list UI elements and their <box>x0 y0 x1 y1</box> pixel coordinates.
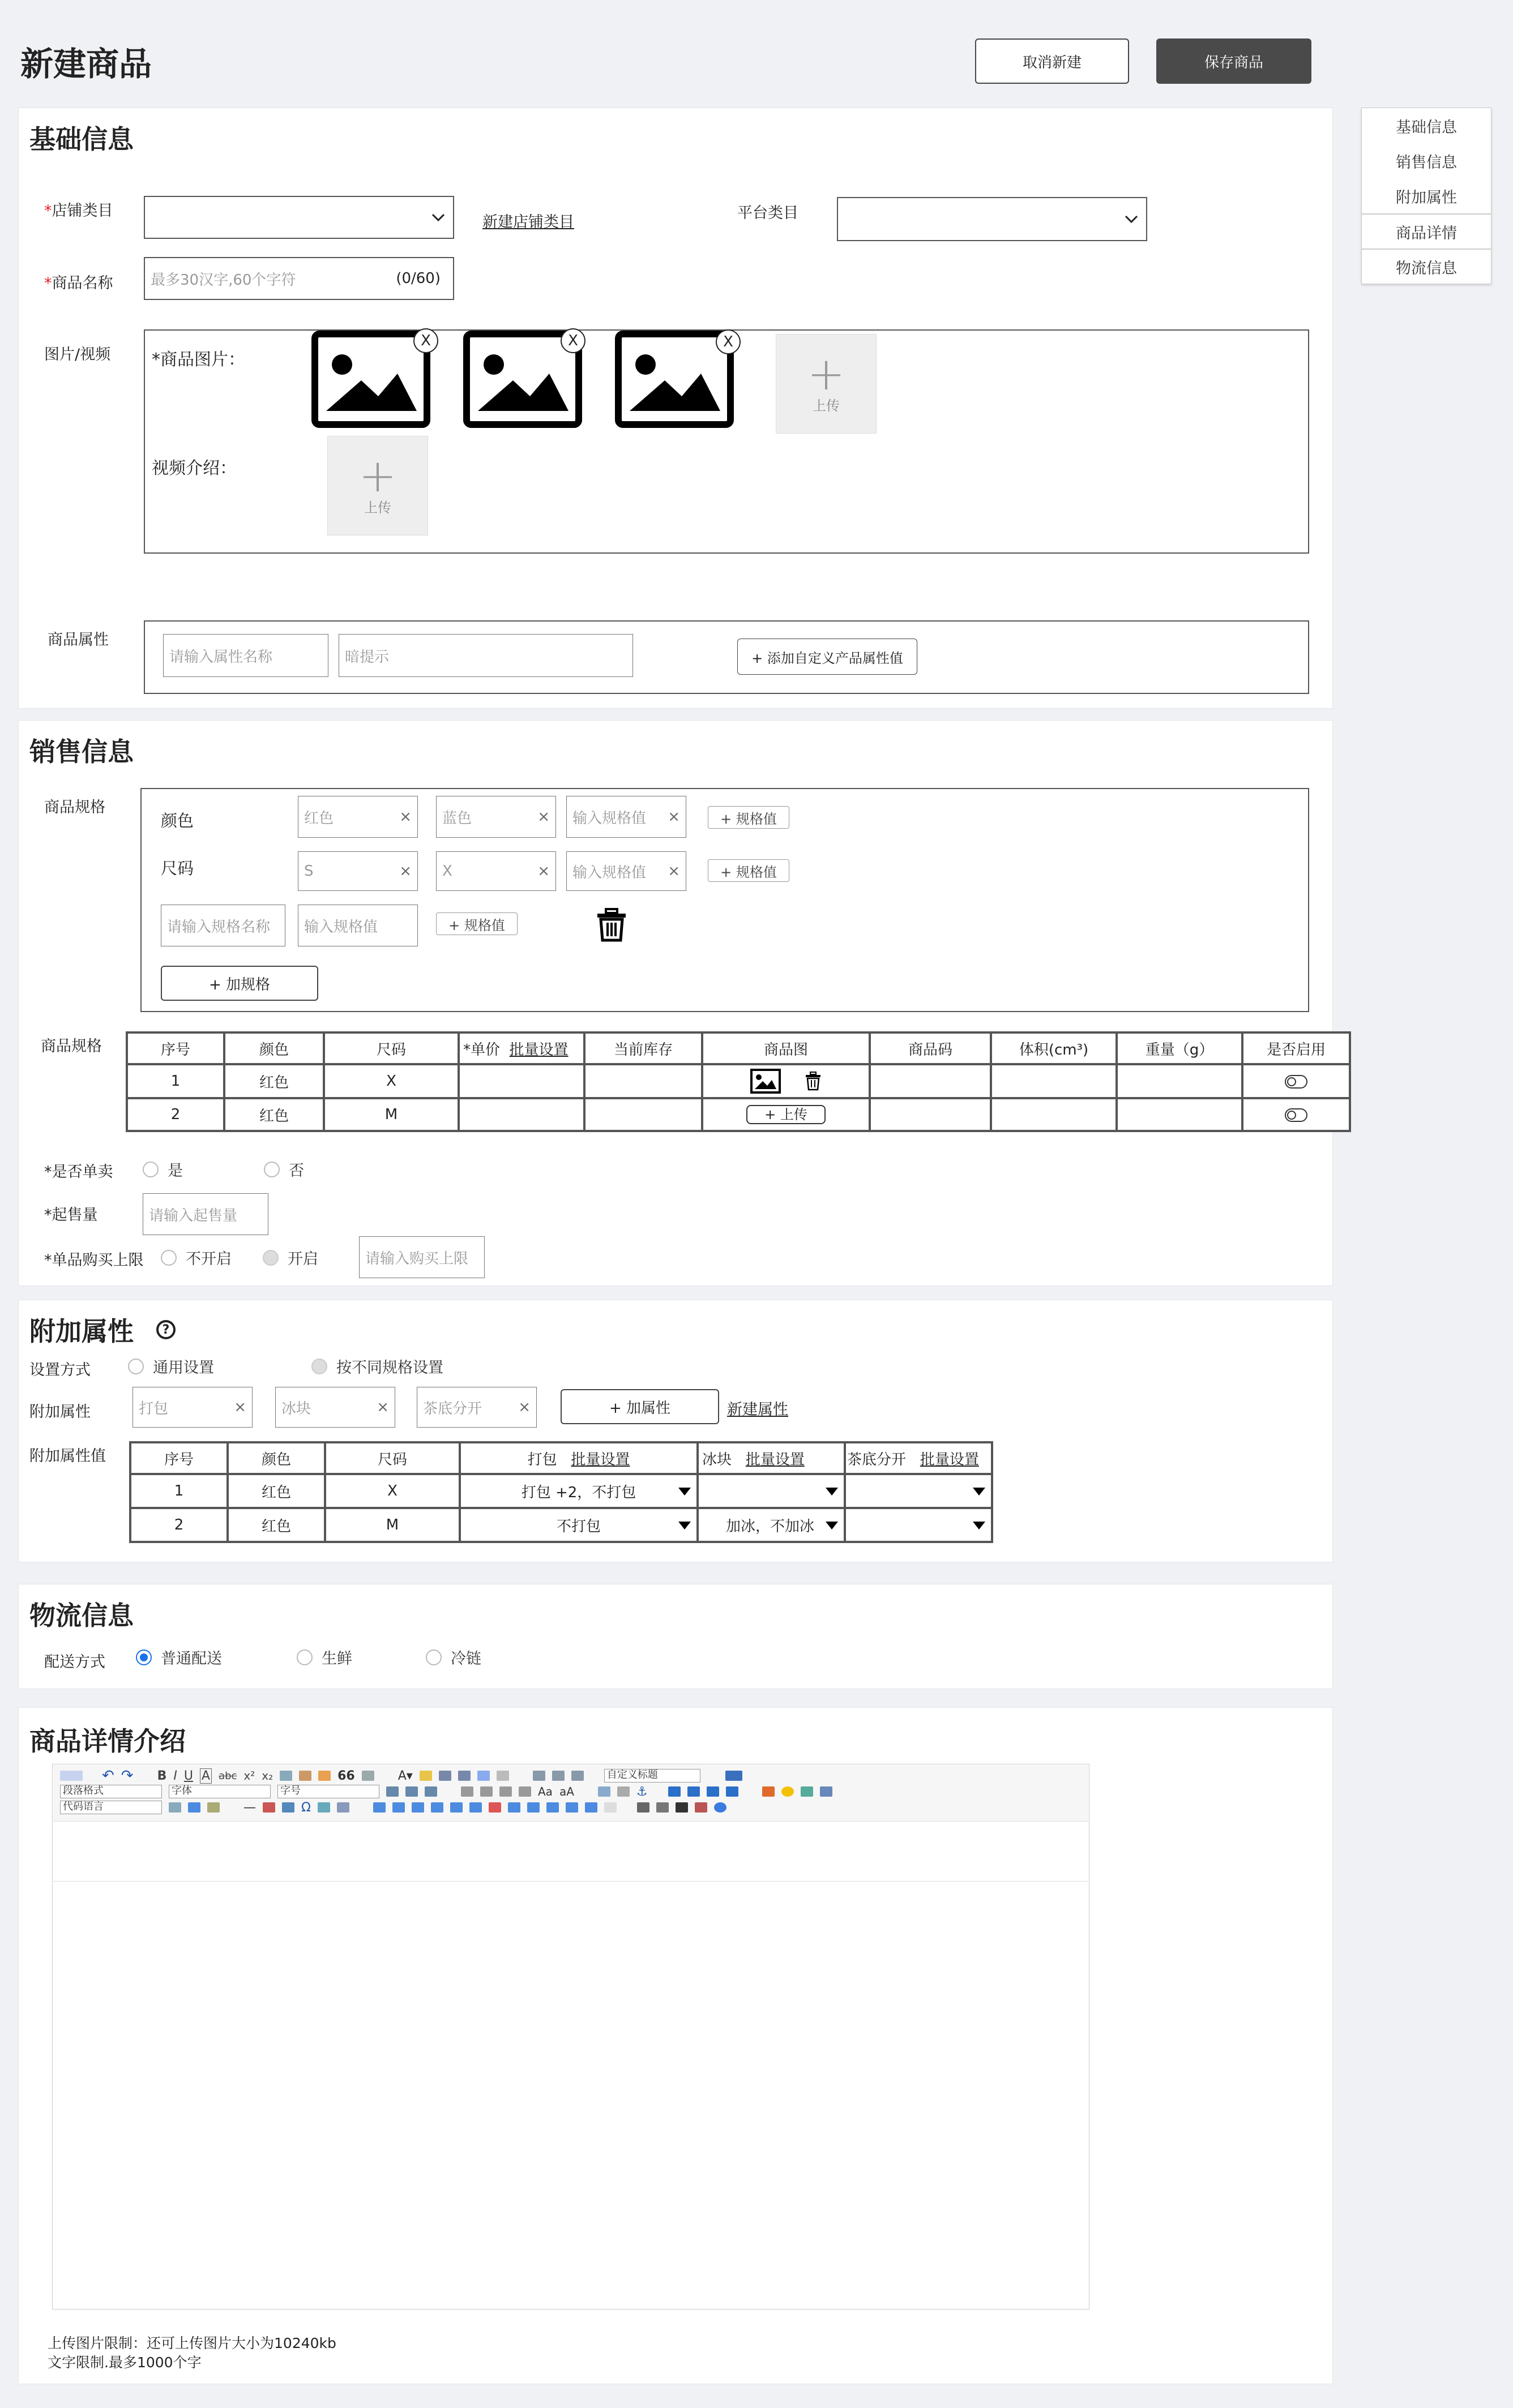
eraser-icon[interactable] <box>299 1771 311 1781</box>
chevron-down-icon <box>431 213 445 221</box>
image-upload-button[interactable] <box>776 334 877 434</box>
trash-icon[interactable] <box>596 908 627 942</box>
template-icon[interactable] <box>207 1802 220 1813</box>
attr-hint-input[interactable]: 暗提示 <box>339 634 633 677</box>
batch-set-tea-link[interactable]: 批量设置 <box>920 1451 979 1468</box>
editor-title-area[interactable] <box>53 1823 1088 1882</box>
table-icon-2[interactable] <box>392 1802 405 1813</box>
col-size: 尺码 <box>325 1442 460 1474</box>
table-icon-10[interactable] <box>546 1802 559 1813</box>
media-label: 图片/视频 <box>44 346 111 363</box>
new-attr-link[interactable]: 新建属性 <box>727 1401 788 1419</box>
extra-attr-label: 附加属性 <box>29 1403 91 1421</box>
table-icon-8[interactable] <box>508 1802 520 1813</box>
background-color-icon[interactable] <box>420 1771 432 1781</box>
col-color: 颜色 <box>228 1442 325 1474</box>
preview-icon[interactable] <box>656 1802 669 1813</box>
cell-color: 红色 <box>224 1098 324 1131</box>
spec-name-input[interactable]: 请输入规格名称 <box>161 905 285 946</box>
cell-size: X <box>325 1474 460 1508</box>
cell-size: X <box>324 1064 459 1098</box>
italic-icon[interactable]: I <box>173 1768 177 1783</box>
attr-tag-text: 打包 <box>139 1400 169 1417</box>
nav-item-logistics[interactable]: 物流信息 <box>1362 248 1491 284</box>
insert-table-icon[interactable] <box>188 1802 200 1813</box>
plus-icon: + <box>358 449 397 502</box>
cell-color: 红色 <box>224 1064 324 1098</box>
extra-values-label: 附加属性值 <box>29 1447 106 1465</box>
bold-icon[interactable]: B <box>157 1768 167 1783</box>
sku-col-image: 商品图 <box>702 1032 870 1064</box>
ordered-list-icon[interactable] <box>439 1771 451 1781</box>
html-source-icon[interactable] <box>60 1771 83 1781</box>
radio-button[interactable] <box>426 1649 442 1665</box>
unordered-list-icon[interactable] <box>458 1771 471 1781</box>
ice-value: 加冰，不加冰 <box>726 1518 815 1535</box>
caret-down-icon <box>826 1522 838 1529</box>
nav-item-extra[interactable]: 附加属性 <box>1396 188 1457 207</box>
mode-per-spec-option[interactable] <box>311 1355 443 1377</box>
close-icon[interactable]: × <box>537 808 550 825</box>
pack-value: 不打包 <box>556 1518 601 1535</box>
cell-index: 1 <box>127 1064 224 1098</box>
nav-item-sales[interactable]: 销售信息 <box>1396 153 1457 172</box>
special-chars-icon[interactable]: Ω <box>301 1800 311 1815</box>
insert-frame-icon[interactable] <box>820 1786 832 1797</box>
table-icon-13[interactable] <box>604 1802 617 1813</box>
toggle-switch[interactable] <box>1285 1108 1307 1122</box>
toolbar-row-1 <box>60 1768 742 1783</box>
add-spec-button[interactable]: + 加规格 <box>161 966 318 1001</box>
editor-content-area[interactable] <box>53 1883 1088 2308</box>
save-product-button[interactable]: 保存商品 <box>1156 38 1311 84</box>
product-name-input[interactable] <box>144 257 454 300</box>
spec-value-input[interactable]: 输入规格值 <box>298 905 418 946</box>
attr-name-input[interactable]: 请输入属性名称 <box>163 634 328 677</box>
platform-category-label: 平台类目 <box>737 204 798 222</box>
sku-col-enabled: 是否启用 <box>1242 1032 1350 1064</box>
blockquote-icon[interactable]: 66 <box>337 1768 355 1783</box>
spec-value-placeholder: 输入规格值 <box>572 864 647 881</box>
delivery-normal-option[interactable] <box>136 1646 222 1668</box>
help-icon[interactable] <box>714 1802 726 1813</box>
sku-col-stock: 当前库存 <box>584 1032 702 1064</box>
table-icon-7[interactable] <box>489 1802 501 1813</box>
spec-value-text: S <box>304 863 314 880</box>
single-sale-no[interactable] <box>264 1158 304 1180</box>
link-icon[interactable] <box>598 1786 610 1797</box>
min-qty-label: *起售量 <box>44 1206 98 1224</box>
sku-table-label: 商品规格 <box>41 1038 102 1055</box>
spec-value-tag[interactable] <box>298 796 418 838</box>
setting-mode-label: 设置方式 <box>29 1361 91 1379</box>
print-preview-icon[interactable] <box>337 1802 349 1813</box>
radio-button-checked[interactable] <box>136 1649 152 1665</box>
limit-on-option[interactable] <box>263 1246 318 1269</box>
paragraph-format-select[interactable]: 段落格式 <box>60 1785 162 1798</box>
search-replace-icon[interactable] <box>676 1802 688 1813</box>
spec-value-input[interactable] <box>566 851 686 891</box>
cell-enabled <box>1242 1064 1350 1098</box>
table-icon-11[interactable] <box>566 1802 578 1813</box>
spec-value-text: X <box>442 863 452 880</box>
new-store-category-link[interactable]: 新建店铺类目 <box>482 213 574 231</box>
font-border-icon[interactable]: A <box>200 1768 212 1784</box>
delivery-method-label: 配送方式 <box>44 1653 105 1671</box>
attr-tag[interactable] <box>275 1387 395 1428</box>
strikethrough-icon[interactable]: abc <box>219 1769 237 1782</box>
add-spec-value-button[interactable]: + 规格值 <box>708 806 789 829</box>
cancel-button[interactable]: 取消新建 <box>975 38 1129 84</box>
product-name-placeholder: 最多30汉字,60个字符 <box>151 271 296 289</box>
product-attr-label: 商品属性 <box>48 631 109 649</box>
min-qty-input[interactable]: 请输入起售量 <box>143 1193 268 1235</box>
store-category-label: *店铺类目 <box>44 202 113 220</box>
spec-value-text: 蓝色 <box>442 809 472 827</box>
radio-label: 生鲜 <box>322 1650 352 1668</box>
tea-header: 茶底分开 <box>847 1451 907 1468</box>
stock-input[interactable] <box>584 1098 702 1131</box>
close-icon[interactable]: × <box>668 808 680 825</box>
image-float-right-icon[interactable] <box>707 1786 719 1797</box>
product-images-label: *商品图片： <box>152 350 245 370</box>
product-name-label: *商品名称 <box>44 275 113 292</box>
code-input[interactable] <box>870 1064 991 1098</box>
cell-color: 红色 <box>228 1508 325 1542</box>
radio-label: 是 <box>168 1162 183 1180</box>
radio-label: 冷链 <box>451 1650 481 1668</box>
superscript-icon[interactable]: x² <box>243 1769 255 1783</box>
remove-image-1-button[interactable]: X <box>413 328 438 353</box>
line-height-icon[interactable] <box>571 1771 584 1781</box>
attr-tag-text: 茶底分开 <box>423 1400 482 1417</box>
weight-input[interactable] <box>1117 1064 1242 1098</box>
radio-button[interactable] <box>143 1162 159 1177</box>
lowercase-icon[interactable]: aA <box>559 1785 574 1798</box>
plus-icon: + <box>807 347 845 400</box>
table-icon-3[interactable] <box>412 1802 424 1813</box>
batch-set-pack-link[interactable]: 批量设置 <box>571 1451 630 1468</box>
align-left-icon[interactable] <box>461 1786 473 1797</box>
volume-input[interactable] <box>991 1064 1117 1098</box>
close-icon[interactable]: × <box>234 1399 246 1416</box>
toolbar-row-3 <box>60 1800 726 1815</box>
align-right-icon[interactable] <box>499 1786 512 1797</box>
underline-icon[interactable]: U <box>183 1768 193 1783</box>
spec-value-placeholder: 输入规格值 <box>572 809 647 827</box>
table-icon-12[interactable] <box>585 1802 597 1813</box>
sku-col-color: 颜色 <box>224 1032 324 1064</box>
font-size-select[interactable]: 字号 <box>277 1785 379 1798</box>
add-spec-value-button[interactable]: + 规格值 <box>436 912 518 935</box>
insert-image-icon[interactable] <box>762 1786 775 1797</box>
cell-index: 2 <box>127 1098 224 1131</box>
detail-title: 商品详情介绍 <box>29 1726 186 1756</box>
custom-heading-select[interactable]: 自定义标题 <box>604 1769 700 1783</box>
radio-button[interactable] <box>297 1649 313 1665</box>
select-all-icon[interactable] <box>477 1771 490 1781</box>
radio-label: 开启 <box>288 1250 318 1268</box>
cell-image <box>702 1064 870 1098</box>
ltr-icon[interactable] <box>386 1786 399 1797</box>
fullscreen-icon[interactable] <box>725 1771 742 1781</box>
volume-input[interactable] <box>991 1098 1117 1131</box>
delivery-cold-chain-option[interactable] <box>426 1646 481 1668</box>
caret-down-icon <box>973 1522 985 1529</box>
attr-tag[interactable] <box>133 1387 253 1428</box>
font-family-select[interactable]: 字体 <box>169 1785 271 1798</box>
cell-size: M <box>324 1098 459 1131</box>
spec-name-color: 颜色 <box>161 811 194 830</box>
caret-down-icon <box>678 1488 691 1496</box>
close-icon[interactable]: × <box>399 863 412 880</box>
undo-icon[interactable]: ↶ <box>102 1767 114 1784</box>
format-painter-icon[interactable] <box>280 1771 292 1781</box>
indent-icon[interactable] <box>425 1786 437 1797</box>
radio-label: 按不同规格设置 <box>336 1359 443 1377</box>
image-float-none-icon[interactable] <box>668 1786 681 1797</box>
ice-select[interactable] <box>698 1474 845 1508</box>
batch-set-price-link[interactable]: 批量设置 <box>509 1041 569 1059</box>
sku-col-index: 序号 <box>127 1032 224 1064</box>
toggle-switch[interactable] <box>1285 1075 1307 1089</box>
single-sale-yes[interactable] <box>143 1158 183 1180</box>
time-icon[interactable] <box>282 1802 294 1813</box>
stock-input[interactable] <box>584 1064 702 1098</box>
col-tea <box>845 1442 992 1474</box>
tea-select[interactable] <box>845 1474 992 1508</box>
text-limit-text: 文字限制.最多1000个字 <box>48 2354 202 2371</box>
radio-label: 普通配送 <box>161 1650 222 1668</box>
close-icon[interactable]: × <box>537 863 550 880</box>
spec-value-text: 红色 <box>304 809 334 827</box>
pack-select[interactable] <box>460 1474 698 1508</box>
rtl-icon[interactable] <box>405 1786 418 1797</box>
mode-general-option[interactable] <box>128 1355 214 1377</box>
image-float-left-icon[interactable] <box>687 1786 700 1797</box>
video-label: 视频介绍： <box>152 459 237 478</box>
horizontal-rule-icon[interactable]: — <box>243 1800 256 1815</box>
purchase-limit-label: *单品购买上限 <box>44 1252 144 1269</box>
subscript-icon[interactable]: x₂ <box>262 1769 273 1783</box>
ice-header: 冰块 <box>702 1451 732 1468</box>
print-icon[interactable] <box>637 1802 649 1813</box>
spec-value-tag[interactable] <box>298 851 418 891</box>
delivery-fresh-option[interactable] <box>297 1646 352 1668</box>
cell-image <box>702 1098 870 1131</box>
close-icon[interactable]: × <box>518 1399 531 1416</box>
cell-color: 红色 <box>228 1474 325 1508</box>
video-upload-button[interactable] <box>327 436 428 535</box>
sku-col-volume: 体积(cm³) <box>991 1032 1117 1064</box>
align-justify-icon[interactable] <box>519 1786 531 1797</box>
chevron-down-icon <box>1125 215 1138 223</box>
table-icon-5[interactable] <box>450 1802 463 1813</box>
weight-input[interactable] <box>1117 1098 1242 1131</box>
cell-index: 1 <box>130 1474 228 1508</box>
close-icon[interactable]: × <box>377 1399 389 1416</box>
sales-title: 销售信息 <box>29 736 134 767</box>
unlink-icon[interactable] <box>617 1786 630 1797</box>
trash-icon[interactable] <box>805 1072 822 1091</box>
spec-label: 商品规格 <box>44 799 105 816</box>
add-attr-button[interactable]: + 加属性 <box>561 1389 719 1424</box>
font-color-icon[interactable]: A▾ <box>398 1768 413 1783</box>
extra-attr-table <box>129 1441 993 1543</box>
emotion-icon[interactable] <box>781 1786 794 1797</box>
row-spacing-bottom-icon[interactable] <box>552 1771 565 1781</box>
spec-name-size: 尺码 <box>161 859 194 878</box>
caret-down-icon <box>826 1488 838 1496</box>
image-limit-text: 上传图片限制：还可上传图片大小为10240kb <box>48 2335 336 2351</box>
table-row <box>130 1474 992 1508</box>
sku-upload-button[interactable]: + 上传 <box>746 1105 826 1124</box>
single-sale-label: *是否单卖 <box>44 1163 113 1181</box>
pack-value: 打包 +2，不打包 <box>521 1484 636 1501</box>
insert-map-icon[interactable] <box>318 1802 330 1813</box>
radio-button[interactable] <box>128 1359 144 1374</box>
attr-tag-text: 冰块 <box>281 1400 311 1417</box>
page-break-icon[interactable] <box>169 1802 181 1813</box>
clear-doc-icon[interactable] <box>497 1771 509 1781</box>
uppercase-icon[interactable]: Aa <box>538 1785 553 1798</box>
drafts-icon[interactable] <box>695 1802 707 1813</box>
limit-off-option[interactable] <box>161 1246 232 1269</box>
paste-plain-icon[interactable] <box>362 1771 374 1781</box>
date-icon[interactable] <box>263 1802 275 1813</box>
radio-button[interactable] <box>161 1250 177 1266</box>
price-input[interactable] <box>459 1098 584 1131</box>
toolbar-row-2 <box>60 1784 832 1799</box>
redo-icon[interactable]: ↷ <box>121 1767 134 1784</box>
remove-image-2-button[interactable]: X <box>561 328 585 353</box>
basic-info-title: 基础信息 <box>29 124 134 155</box>
attachment-icon[interactable] <box>801 1786 813 1797</box>
remove-image-3-button[interactable]: X <box>716 329 741 354</box>
col-ice <box>698 1442 845 1474</box>
table-row <box>130 1508 992 1542</box>
cell-index: 2 <box>130 1508 228 1542</box>
close-icon[interactable]: × <box>399 808 412 825</box>
spec-value-tag[interactable] <box>436 851 556 891</box>
product-image-1[interactable] <box>311 331 430 428</box>
purchase-limit-input[interactable]: 请输入购买上限 <box>359 1236 485 1278</box>
code-input[interactable] <box>870 1098 991 1131</box>
caret-down-icon <box>973 1488 985 1496</box>
batch-set-ice-link[interactable]: 批量设置 <box>745 1451 805 1468</box>
cell-size: M <box>325 1508 460 1542</box>
close-icon[interactable]: × <box>668 863 680 880</box>
platform-category-select[interactable] <box>837 197 1147 241</box>
image-center-icon[interactable] <box>726 1786 738 1797</box>
section-nav <box>1361 108 1491 284</box>
extra-attr-title: 附加属性 <box>29 1316 134 1347</box>
upload-label: 上传 <box>364 499 391 516</box>
spec-value-tag[interactable] <box>436 796 556 838</box>
nav-item-detail[interactable]: 商品详情 <box>1362 213 1491 248</box>
nav-item-basic[interactable]: 基础信息 <box>1396 118 1457 136</box>
table-row <box>127 1064 1350 1098</box>
radio-button[interactable] <box>311 1359 327 1374</box>
code-language-select[interactable]: 代码语言 <box>60 1801 162 1814</box>
row-spacing-top-icon[interactable] <box>533 1771 545 1781</box>
table-icon-9[interactable] <box>527 1802 540 1813</box>
upload-label: 上传 <box>813 397 840 414</box>
caret-down-icon <box>678 1522 691 1529</box>
auto-format-icon[interactable] <box>318 1771 331 1781</box>
attr-tag[interactable] <box>417 1387 537 1428</box>
product-name-counter: (0/60) <box>396 270 441 287</box>
tea-select[interactable] <box>845 1508 992 1542</box>
price-input[interactable] <box>459 1064 584 1098</box>
help-icon[interactable]: ? <box>156 1320 176 1339</box>
radio-label: 否 <box>289 1162 304 1180</box>
sku-col-weight: 重量（g） <box>1117 1032 1242 1064</box>
radio-label: 不开启 <box>186 1250 232 1268</box>
sku-table <box>126 1031 1351 1132</box>
price-header: *单价 <box>463 1041 501 1059</box>
cell-enabled <box>1242 1098 1350 1131</box>
align-center-icon[interactable] <box>480 1786 493 1797</box>
logistics-title: 物流信息 <box>29 1600 134 1631</box>
image-icon[interactable] <box>750 1069 781 1094</box>
sku-col-price <box>459 1032 584 1064</box>
radio-button[interactable] <box>263 1250 279 1266</box>
col-pack <box>460 1442 698 1474</box>
table-icon-4[interactable] <box>431 1802 443 1813</box>
store-category-select[interactable] <box>144 196 454 239</box>
sku-col-code: 商品码 <box>870 1032 991 1064</box>
sku-col-size: 尺码 <box>324 1032 459 1064</box>
anchor-icon[interactable]: ⚓ <box>636 1784 648 1799</box>
radio-button[interactable] <box>264 1162 280 1177</box>
add-custom-attr-button[interactable]: + 添加自定义产品属性值 <box>737 639 917 675</box>
radio-label: 通用设置 <box>153 1359 214 1377</box>
table-icon-1[interactable] <box>373 1802 386 1813</box>
logistics-panel <box>18 1584 1333 1689</box>
spec-value-input[interactable] <box>566 796 686 838</box>
add-spec-value-button[interactable]: + 规格值 <box>708 859 789 882</box>
ice-select[interactable] <box>698 1508 845 1542</box>
table-icon-6[interactable] <box>469 1802 482 1813</box>
pack-header: 打包 <box>527 1451 557 1468</box>
table-row <box>127 1098 1350 1131</box>
pack-select[interactable] <box>460 1508 698 1542</box>
col-index: 序号 <box>130 1442 228 1474</box>
page-title: 新建商品 <box>20 45 152 83</box>
